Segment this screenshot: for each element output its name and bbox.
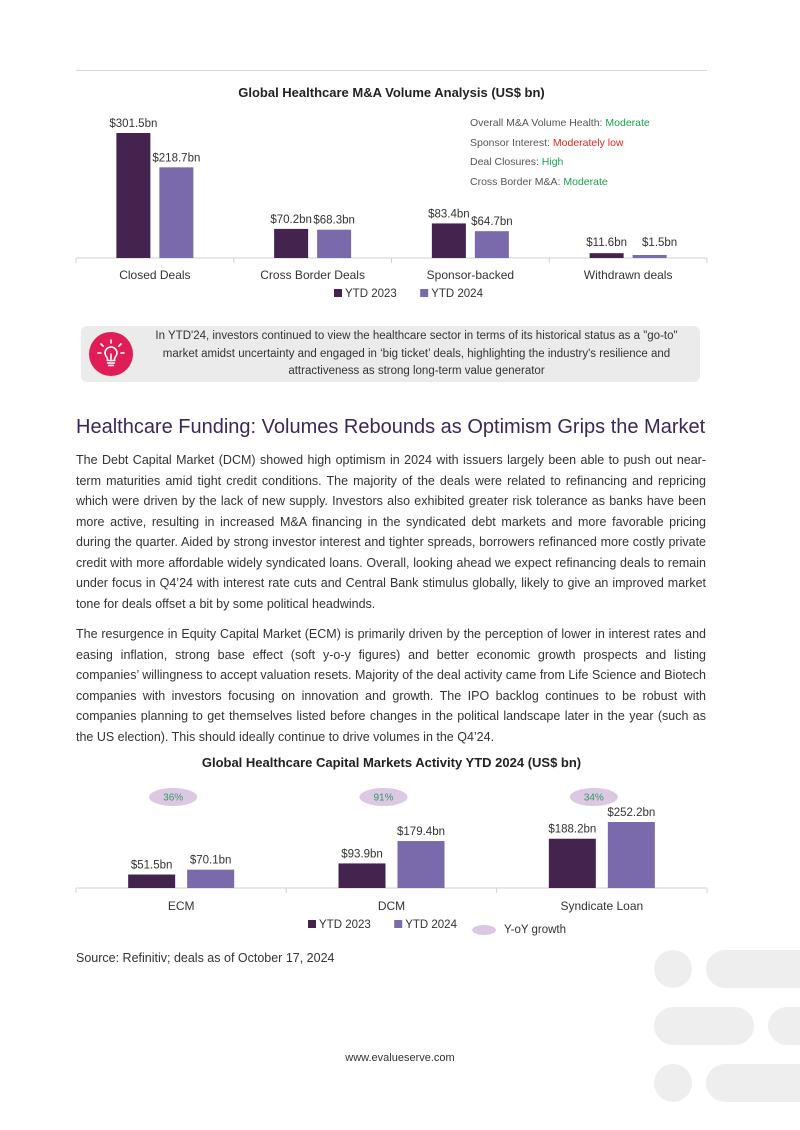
bar-ytd-2023 <box>128 875 175 888</box>
data-label: $70.1bn <box>189 854 232 867</box>
bar-ytd-2024 <box>475 231 509 258</box>
data-label: $70.2bn <box>270 213 312 226</box>
category-label: Sponsor-backed <box>426 268 515 282</box>
category-label: DCM <box>377 899 406 913</box>
growth-label: 36% <box>163 792 184 804</box>
legend-entry: YTD 2024 <box>405 919 457 931</box>
metric-row <box>470 114 650 134</box>
data-label: $252.2bn <box>607 807 656 819</box>
legend-swatch <box>308 920 316 928</box>
growth-label: 34% <box>583 792 604 804</box>
section-heading: Healthcare Funding: Volumes Rebounds as Optimism Grips the Market <box>76 416 706 438</box>
bar-ytd-2023 <box>590 253 624 258</box>
category-label: Closed Deals <box>119 268 191 282</box>
legend-entry: YTD 2023 <box>319 919 371 931</box>
legend-swatch <box>334 289 342 297</box>
metric-value: Moderate <box>605 117 650 129</box>
footer-url[interactable]: www.evalueserve.com <box>345 1052 455 1064</box>
ecm-paragraph: The resurgence in Equity Capital Market (ECM) is primarily driven by the perception of lower in interest rates and easing inflation, strong base effect (soft y-o-y figures) and better economic growth prospects and listing companies’ willingness to accept valuation resets. Majority of the deal activity came from Life Science and Biotech companies with investors focusing on innovation and growth. The IPO backlog continues to be robust with companies planning to get themselves listed before changes in the political landscape later in the year (such as the US election). This should ideally continue to drive volumes in the Q4’24. <box>76 627 706 744</box>
metric-row <box>470 173 650 193</box>
category-label: ECM <box>167 899 195 913</box>
data-label: $301.5bn <box>109 118 158 130</box>
legend-swatch <box>420 289 428 297</box>
bar-ytd-2023 <box>549 839 596 888</box>
bar-ytd-2024 <box>633 255 667 258</box>
bar-ytd-2024 <box>187 870 234 888</box>
decorative-shape <box>706 1064 800 1102</box>
bar-ytd-2024 <box>398 841 445 888</box>
bar-ytd-2023 <box>339 863 386 888</box>
top-divider <box>76 70 707 71</box>
metric-label: Overall M&A Volume Health: <box>470 117 606 129</box>
ma-metrics-panel <box>470 114 650 192</box>
growth-label: 91% <box>373 792 394 804</box>
dcm-paragraph: The Debt Capital Market (DCM) showed high optimism in 2024 with issuers largely been able to push out near-term maturities amid tight credit conditions. The majority of the deals were related to refinancing and repricing which were driven by the lack of new supply. Investors also exhibited greater risk tolerance as banks have been more active, resulting in increased M&A financing in the syndicated debt markets and more favorable pricing during the quarter. Aided by strong investor interest and tighter spreads, borrowers refinanced more costly private credit with more affordable widely syndicated loans. Overall, looking ahead we expect refinancing deals to remain under focus in Q4’24 with interest rate cuts and Central Bank stimulus globally, likely to give an improved market tone for deals offset a bit by some political headwinds. <box>76 453 706 611</box>
metric-label: Deal Closures: <box>470 156 542 168</box>
metric-value: Moderate <box>563 175 608 188</box>
decorative-shape <box>654 1064 692 1102</box>
data-label: $64.7bn <box>471 216 513 229</box>
chart1-title: Global Healthcare M&A Volume Analysis (US$ bn) <box>238 85 545 100</box>
category-label: Withdrawn deals <box>583 268 673 282</box>
category-label: Syndicate Loan <box>560 899 644 913</box>
data-label: $68.3bn <box>313 214 355 227</box>
capital-markets-chart <box>76 778 707 940</box>
data-label: $11.6bn <box>586 237 627 249</box>
callout-text: In YTD'24, investors continued to view the healthcare sector in terms of its historical status as a "go-to" market amidst uncertainty and engaged in ‘big ticket’ deals, highlighting the industry's resilience and attractiveness as strong long-term value generator <box>155 330 678 377</box>
category-label: Cross Border Deals <box>260 268 365 282</box>
data-label: $218.7bn <box>152 152 201 165</box>
bar-ytd-2024 <box>317 230 351 258</box>
bar-ytd-2023 <box>274 229 308 258</box>
data-label: $188.2bn <box>548 823 597 836</box>
legend-entry: Y-oY growth <box>504 924 567 936</box>
data-label: $1.5bn <box>642 237 678 249</box>
metric-row <box>470 134 650 154</box>
bar-ytd-2024 <box>608 822 655 888</box>
bar-ytd-2023 <box>432 223 466 258</box>
lightbulb-icon <box>89 332 133 376</box>
metric-row <box>470 153 650 173</box>
bar-ytd-2023 <box>116 133 150 258</box>
bar-ytd-2024 <box>159 167 193 258</box>
decorative-shape <box>706 950 800 988</box>
legend-entry: YTD 2023 <box>345 288 397 300</box>
source-note: Source: Refinitiv; deals as of October 17, 2024 <box>76 951 335 965</box>
metric-value: Moderately low <box>552 136 624 149</box>
metric-label: Cross Border M&A: <box>470 175 564 188</box>
metric-value: High <box>541 156 564 168</box>
metric-label: Sponsor Interest: <box>470 136 553 149</box>
insight-callout <box>81 326 700 382</box>
data-label: $51.5bn <box>130 859 173 872</box>
data-label: $83.4bn <box>428 208 470 221</box>
decorative-shape <box>654 1007 754 1045</box>
legend-entry: YTD 2024 <box>431 288 483 300</box>
data-label: $179.4bn <box>397 826 445 839</box>
legend-growth-swatch <box>472 925 496 935</box>
chart2-title: Global Healthcare Capital Markets Activity YTD 2024 (US$ bn) <box>201 755 582 770</box>
decorative-shape <box>768 1007 800 1045</box>
legend-swatch <box>394 920 402 928</box>
decorative-shape <box>654 950 692 988</box>
data-label: $93.9bn <box>341 848 383 861</box>
